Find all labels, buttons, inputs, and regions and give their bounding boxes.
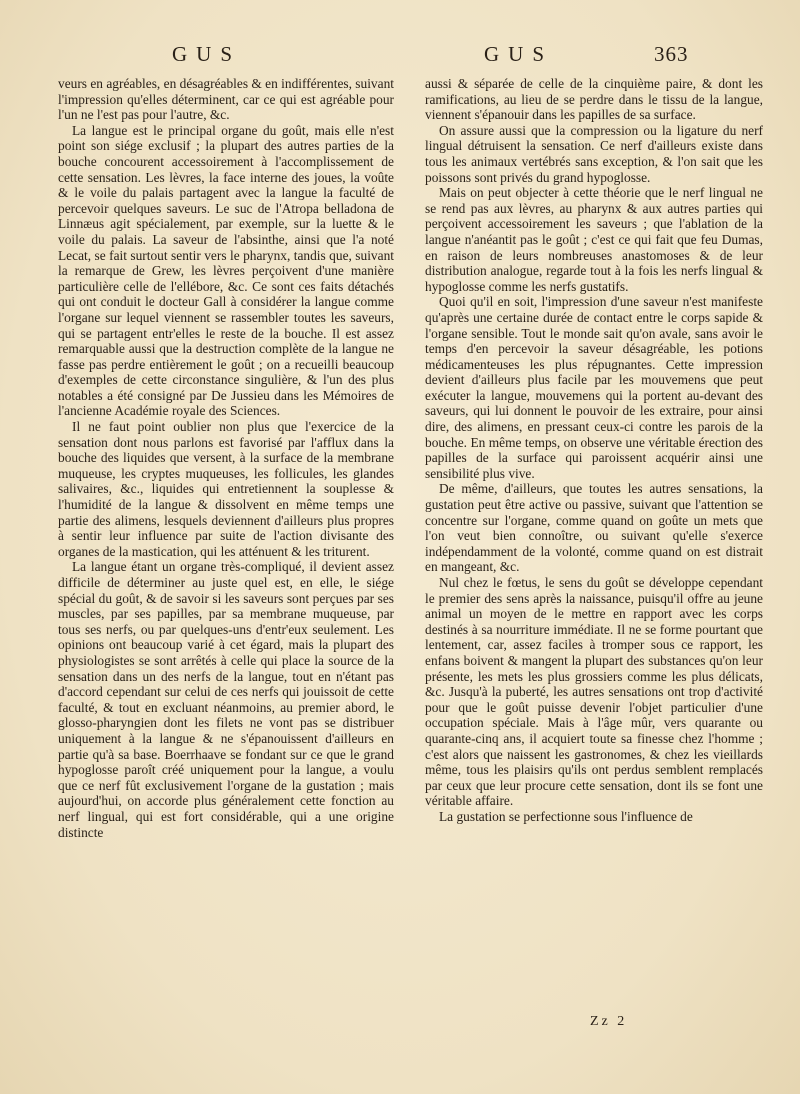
paragraph: Il ne faut point oublier non plus que l'exercice de la sensation dont nous parlons est favorisé par l'afflux dans la bouche des liquides que versent, à la surface de la membrane muqueuse, les cryptes muqueuses, les follicules, les glandes salivaires, &c., liquides qui entretiennent la souplesse & l'humidité de la langue & dissolvent en même temps une partie des alimens, lesquels deviennent d'ailleurs plus propres à sentir leur influence par suite de l'action divisante des organes de la mastication, qui les atténuent & les triturent. — [58, 419, 394, 559]
paragraph: Nul chez le fœtus, le sens du goût se développe cependant le premier des sens après la naissance, puisqu'il offre au jeune animal un moyen de le mettre en rapport avec les corps destinés à sa nourriture immédiate. Il ne se forme pourtant que lentement, car, assez faciles à tromper sous ce rapport, les enfans boivent & mangent la plupart des substances qu'on leur présente, les mets les plus grossiers comme les plus délicats, &c. Jusqu'à la puberté, les autres sensations ont trop d'activité pour que le goût puisse devenir l'objet particulier d'une occupation spéciale. Mais à l'âge mûr, vers quarante ou quarante-cinq ans, il acquiert toute sa finesse chez l'homme ; c'est alors que naissent les gastronomes, & chez les vieillards même, tous les plaisirs qu'ils ont perdus semblent remplacés par ceux que leur procure cette sensation, dont ils se font une véritable affaire. — [425, 575, 763, 809]
running-head-left: GUS — [172, 42, 242, 66]
paragraph: De même, d'ailleurs, que toutes les autres sensations, la gustation peut être active ou passive, suivant que l'attention se concentre sur l'organe, comme quand on goûte un mets que l'on veut bien connoître, ou suivant qu'elle s'exerce indépendamment de la volonté, comme quand on est distrait en mangeant, &c. — [425, 481, 763, 575]
right-column — [425, 76, 763, 825]
paragraph: On assure aussi que la compression ou la ligature du nerf lingual détruisent la sensation. Ce nerf d'ailleurs existe dans tous les animaux vertébrés sans exception, & l'on sait que les poissons sont privés du grand hypoglosse. — [425, 122, 763, 185]
paragraph: Quoi qu'il en soit, l'impression d'une saveur n'est manifeste qu'après une certaine durée de contact entre le corps sapide & l'organe sensible. Tout le monde sait qu'on avale, sans avoir le temps d'en percevoir la saveur désagréable, les potions médicamenteuses les plus répugnantes. Cette impression devient d'ailleurs plus facile par les mouvemens que peut exécuter la langue, mouvemens qui la portent au-devant des saveurs, qui lui donnent le pouvoir de les extraire, pour ainsi dire, des alimens, en pressant ceux-ci contre les parois de la bouche. En même temps, on observe une véritable érection des papilles de la surface qui paroissent acquérir ainsi une sensibilité plus vive. — [425, 294, 763, 481]
paragraph: La gustation se perfectionne sous l'influence de — [439, 808, 693, 824]
paragraph: La langue étant un organe très-compliqué, il devient assez difficile de déterminer au juste quel est, en elle, le siége spécial du goût, & de savoir si les saveurs sont perçues par ses muscles, par ses papilles, par sa membrane muqueuse, par tous ses nerfs, ou par quelques-uns d'entr'eux seulement. Les opinions ont beaucoup varié à cet égard, mais la plupart des physiologistes se sont arrêtés à celle qui place la source de la sensation dans un des nerfs de la langue, tout en n'étant pas d'accord cependant sur celui de ces nerfs qui jouissoit de cette faculté, & tout en excluant néanmoins, au premier abord, le glosso-pharyngien dont les filets ne vont pas se distribuer uniquement à la langue & ne s'épanouissent d'ailleurs en partie qu'à sa base. Boerrhaave se fondant sur ce que le grand hypoglosse paroît créé uniquement pour la langue, a voulu que ce nerf fût exclusivement l'organe de la gustation ; mais aujourd'hui, on accorde plus généralement cette fonction au nerf lingual, qui est fort considérable, qui a une origine distincte — [58, 559, 394, 840]
paragraph: Mais on peut objecter à cette théorie que le nerf lingual ne se rend pas aux lèvres, au pharynx & aux autres parties qui perçoivent accessoirement les saveurs ; que l'ablation de la langue n'anéantit pas le goût ; c'est ce qui fait que feu Dumas, en raison de leurs nombreuses anastomoses & de leur distribution analogue, regarde tout à la fois les nerfs lingual & hypoglosse comme les nerfs gustatifs. — [425, 185, 763, 294]
running-head — [0, 42, 800, 72]
signature-mark: Zz 2 — [590, 1014, 628, 1029]
page-number: 363 — [654, 42, 689, 66]
paragraph: veurs en agréables, en désagréables & en indifférentes, suivant l'impression qu'elles déterminent, car ce qui est agréable pour l'un ne l'est pas pour l'autre, &c. — [58, 76, 394, 123]
paragraph: aussi & séparée de celle de la cinquième paire, & dont les ramifications, au lieu de se perdre dans le tissu de la langue, viennent s'épanouir dans les papilles de sa surface. — [425, 76, 763, 123]
running-head-right: GUS — [484, 42, 554, 66]
left-column — [58, 76, 394, 840]
paragraph: La langue est le principal organe du goût, mais elle n'est point son siége exclusif ; la plupart des autres parties de la bouche concourent accessoirement à l'accomplissement de cette sensation. Les lèvres, la face interne des joues, la voûte & le voile du palais partagent avec la langue la faculté de percevoir quelques saveurs. Le suc de l'Atropa belladona de Linnæus agit spécialement, par exemple, sur la luette & le voile du palais. La saveur de l'absinthe, ainsi que l'a noté Lecat, se fait surtout sentir vers le pharynx, tandis que, suivant la remarque de Grew, les lèvres perçoivent d'une manière particulière celle de l'ellébore, &c. Ce sont ces faits détachés qui ont conduit le docteur Gall à considérer la langue comme l'organe sur lequel viennent se rassembler toutes les saveurs, qui se partagent entr'elles le reste de la bouche. Il est assez remarquable aussi que la destruction complète de la langue ne fasse pas perdre entièrement le goût ; on a recueilli beaucoup d'exemples de cette circonstance singulière, & l'un des plus notables a été consigné par De Jussieu dans les Mémoires de l'ancienne Académie royale des Sciences. — [58, 122, 394, 419]
